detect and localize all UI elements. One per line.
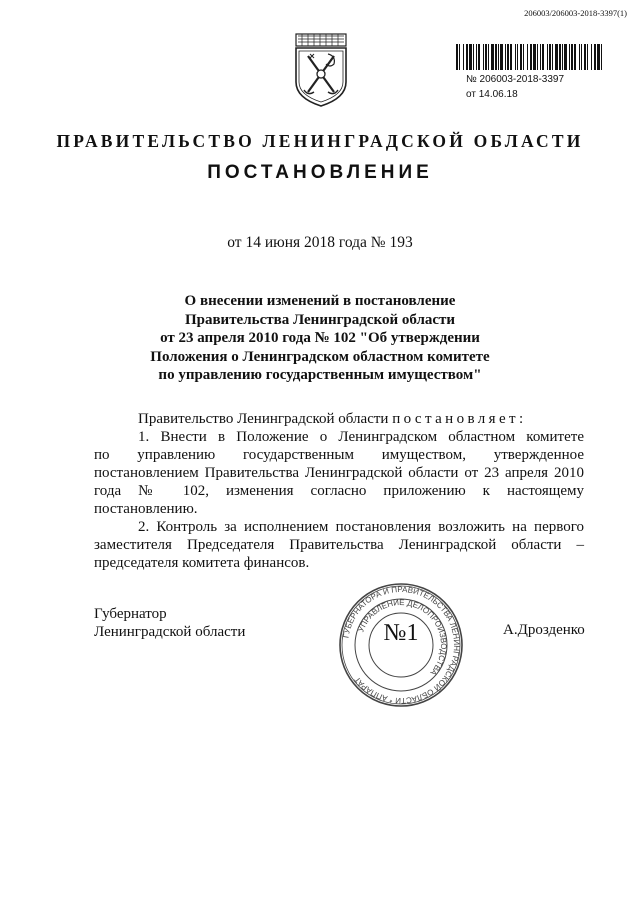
signatory-name: А.Дрозденко xyxy=(503,622,585,638)
preamble xyxy=(94,410,584,428)
reference-number: 206003/206003-2018-3397(1) xyxy=(524,8,627,18)
registration-date: от 14.06.18 xyxy=(466,89,518,100)
seal-inner-path: УПРАВЛЕНИЕ ДЕЛОПРОИЗВОДСТВА xyxy=(356,597,449,678)
barcode xyxy=(456,44,602,70)
registration-number: № 206003-2018-3397 xyxy=(466,74,565,85)
government-title: ПРАВИТЕЛЬСТВО ЛЕНИНГРАДСКОЙ ОБЛАСТИ xyxy=(56,131,584,151)
subject-line: О внесении изменений в постановление xyxy=(184,293,456,309)
subject-line: Положения о Ленинградском областном комитете xyxy=(150,348,490,365)
document-kind: ПОСТАНОВЛЕНИЕ xyxy=(207,162,433,183)
document-body xyxy=(94,410,584,572)
subject-heading xyxy=(0,292,640,385)
signatory-title-line: Ленинградской области xyxy=(94,624,246,640)
subject-line: от 23 апреля 2010 года № 102 "Об утверждении xyxy=(160,330,480,346)
signatory-title xyxy=(94,605,245,641)
preamble-text: Правительство Ленинградской области xyxy=(138,411,393,427)
subject-line: Правительства Ленинградской области xyxy=(184,311,456,328)
item-1-rest: постановлением Правительства Ленинградской области от 23 апреля 2010 года № 102, изменения согласно приложению к настоящему постановлению. xyxy=(94,465,584,517)
seal-number: №1 xyxy=(383,620,419,646)
item-1-line-2: по управлению государственным имуществом, утвержденное xyxy=(94,447,584,463)
item-1-line-1: 1. Внести в Положение о Ленинградском областном комитете xyxy=(138,429,584,445)
item-2: 2. Контроль за исполнением постановления возложить на первого заместителя Председателя Правительства Ленинградской области – председателя комитета финансов. xyxy=(94,519,584,571)
preamble-decree-word: постановляет: xyxy=(392,411,527,427)
subject-line: по управлению государственным имуществом" xyxy=(158,367,482,383)
seal-outer-path: ГУБЕРНАТОРА И ПРАВИТЕЛЬСТВА ЛЕНИНГРАДСКОЙ ОБЛАСТИ * АППАРАТ xyxy=(341,584,462,706)
document-date: от 14 июня 2018 года № 193 xyxy=(227,234,413,251)
signatory-title-line: Губернатор xyxy=(94,606,167,622)
coat-of-arms-emblem xyxy=(290,30,352,110)
